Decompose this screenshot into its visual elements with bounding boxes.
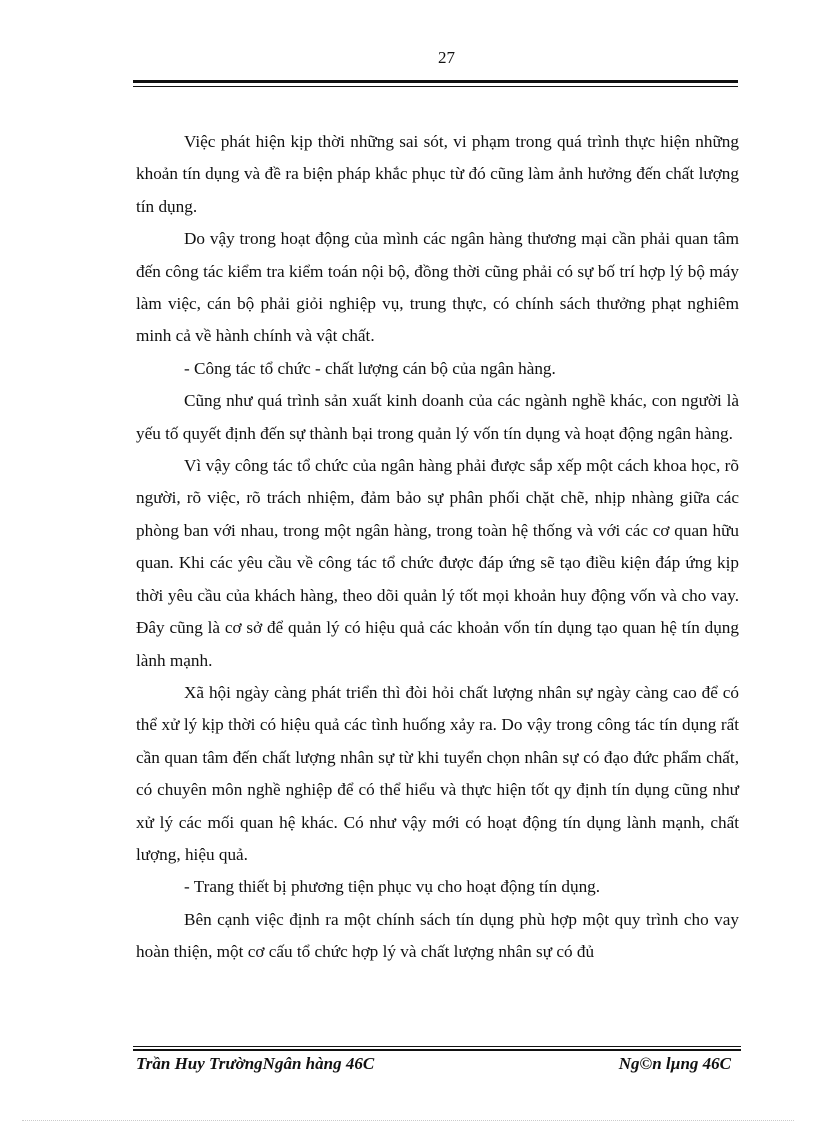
paragraph-6: Xã hội ngày càng phát triển thì đòi hỏi chất lượng nhân sự ngày càng cao để có thể xử lý kịp thời có hiệu quả các tình huống xảy ra. Do vậy trong công tác tín dụng rất cần quan tâm đến chất lượng nhân sự từ khi tuyển chọn nhân sự có đạo đức phẩm chất, có chuyên môn nghề nghiệp để có thể hiểu và thực hiện tốt qy định tín dụng cũng như xử lý các mối quan hệ khác. Có như vậy mới có hoạt động tín dụng lành mạnh, chất lượng, hiệu quả.: [136, 682, 739, 864]
page-footer: [136, 1054, 731, 1074]
paragraph-5: Vì vậy công tác tổ chức của ngân hàng phải được sắp xếp một cách khoa học, rõ người, rõ việc, rõ trách nhiệm, đảm bảo sự phân phối chặt chẽ, nhịp nhàng giữa các phòng ban với nhau, trong một ngân hàng, trong toàn hệ thống và với các cơ quan hữu quan. Khi các yêu cầu về công tác tổ chức được đáp ứng sẽ tạo điều kiện đáp ứng kịp thời yêu cầu của khách hàng, theo dõi quản lý tốt mọi khoản huy động vốn và cho vay. Đây cũng là cơ sở để quản lý có hiệu quả các khoản vốn tín dụng tạo quan hệ tín dụng lành mạnh.: [136, 456, 739, 670]
document-body: [136, 126, 739, 969]
footer-department: Ng©n lµng 46C: [618, 1054, 731, 1073]
footer-double-rule: [133, 1046, 741, 1051]
footer-author: Trần Huy TrườngNgân hàng 46C: [136, 1054, 375, 1073]
page-number: 27: [438, 48, 455, 67]
page-bottom-border: [22, 1120, 794, 1121]
paragraph-3-subheading: - Công tác tổ chức - chất lượng cán bộ của ngân hàng.: [184, 358, 556, 378]
paragraph-2: Do vậy trong hoạt động của mình các ngân hàng thương mại cần phải quan tâm đến công tác kiểm tra kiểm toán nội bộ, đồng thời cũng phải có sự bố trí hợp lý bộ máy làm việc, cán bộ phải giỏi nghiệp vụ, trung thực, có chính sách thưởng phạt nghiêm minh cả về hành chính và vật chất.: [136, 229, 739, 346]
paragraph-1: Việc phát hiện kịp thời những sai sót, vi phạm trong quá trình thực hiện những khoản tín dụng và đề ra biện pháp khắc phục từ đó cũng làm ảnh hưởng đến chất lượng tín dụng.: [136, 132, 739, 216]
header-double-rule: [133, 80, 738, 87]
paragraph-4: Cũng như quá trình sản xuất kinh doanh của các ngành nghề khác, con người là yếu tố quyết định đến sự thành bại trong quản lý vốn tín dụng và hoạt động ngân hàng.: [136, 391, 739, 443]
paragraph-7-subheading: - Trang thiết bị phương tiện phục vụ cho hoạt động tín dụng.: [184, 877, 601, 897]
paragraph-8: Bên cạnh việc định ra một chính sách tín dụng phù hợp một quy trình cho vay hoàn thiện, một cơ cấu tổ chức hợp lý và chất lượng nhân sự có đủ: [136, 909, 739, 962]
